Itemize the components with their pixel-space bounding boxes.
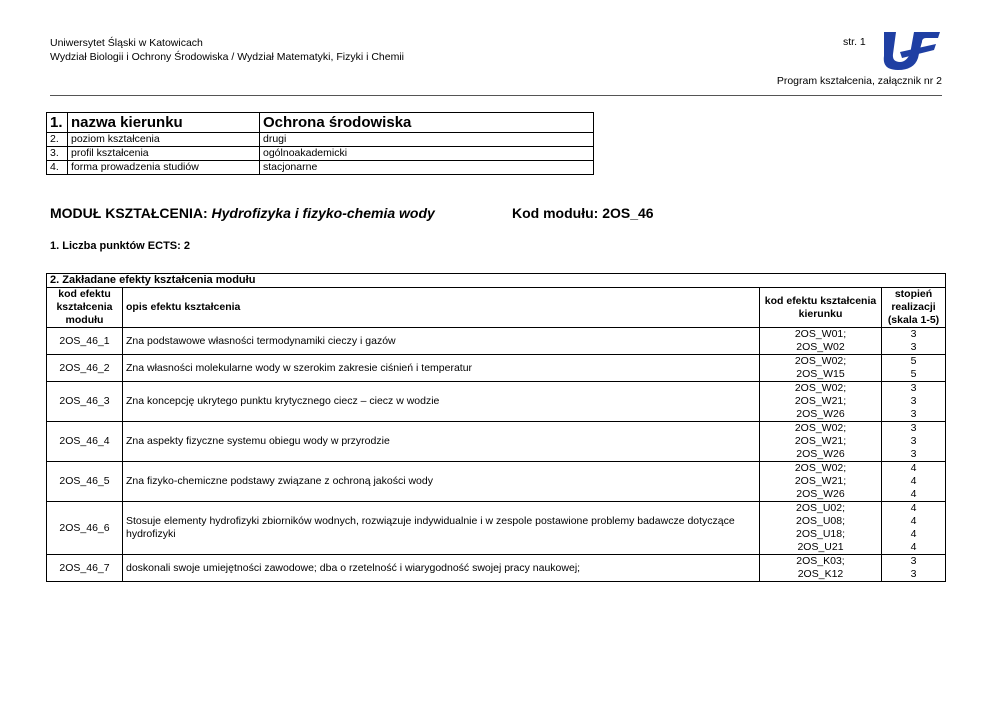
effect-code: 2OS_46_3 <box>47 382 123 422</box>
program-attachment: Program kształcenia, załącznik nr 2 <box>776 75 942 87</box>
effect-description: Zna własności molekularne wody w szerokim zakresie ciśnień i temperatur <box>123 355 760 382</box>
university-name: Uniwersytet Śląski w Katowicach <box>50 37 203 49</box>
effect-field-codes: 2OS_K03; 2OS_K12 <box>760 555 882 582</box>
info-value: stacjonarne <box>260 161 594 175</box>
effect-degree: 3 3 3 <box>882 422 946 462</box>
info-num: 2. <box>47 133 68 147</box>
table-row <box>47 422 946 462</box>
effect-description: Stosuje elementy hydrofizyki zbiorników wodnych, rozwiązuje indywidualnie i w zespole postawione problemy badawcze dotyczące hydrofizyki <box>123 502 760 555</box>
effect-description: doskonali swoje umiejętności zawodowe; dba o rzetelność i wiarygodność swojej pracy naukowej; <box>123 555 760 582</box>
effect-code: 2OS_46_7 <box>47 555 123 582</box>
ects-points: 1. Liczba punktów ECTS: 2 <box>50 240 190 252</box>
effect-degree: 3 3 <box>882 555 946 582</box>
info-value: ogólnoakademicki <box>260 147 594 161</box>
table-row <box>47 382 946 422</box>
effect-field-codes: 2OS_W02; 2OS_W21; 2OS_W26 <box>760 462 882 502</box>
info-key: forma prowadzenia studiów <box>68 161 260 175</box>
module-heading <box>50 205 435 221</box>
info-row <box>47 113 594 133</box>
info-row <box>47 161 594 175</box>
module-label: MODUŁ KSZTAŁCENIA: <box>50 205 208 221</box>
faculty-name: Wydział Biologii i Ochrony Środowiska / Wydział Matematyki, Fizyki i Chemii <box>50 51 404 63</box>
table-row <box>47 555 946 582</box>
header-field-code: kod efektu kształcenia kierunku <box>760 288 882 328</box>
info-key: poziom kształcenia <box>68 133 260 147</box>
effect-degree: 4 4 4 4 <box>882 502 946 555</box>
effect-description: Zna fizyko-chemiczne podstawy związane z ochroną jakości wody <box>123 462 760 502</box>
effect-code: 2OS_46_1 <box>47 328 123 355</box>
effects-rows <box>47 328 946 582</box>
effect-field-codes: 2OS_W01; 2OS_W02 <box>760 328 882 355</box>
effects-title-row <box>47 274 946 288</box>
page-header-institution <box>50 36 404 64</box>
info-key: profil kształcenia <box>68 147 260 161</box>
header-degree: stopień realizacji (skala 1-5) <box>882 288 946 328</box>
effect-description: Zna podstawowe własności termodynamiki cieczy i gazów <box>123 328 760 355</box>
info-key: nazwa kierunku <box>68 113 260 133</box>
effect-code: 2OS_46_4 <box>47 422 123 462</box>
effect-code: 2OS_46_6 <box>47 502 123 555</box>
effect-field-codes: 2OS_U02; 2OS_U08; 2OS_U18; 2OS_U21 <box>760 502 882 555</box>
info-num: 4. <box>47 161 68 175</box>
table-row <box>47 502 946 555</box>
effects-header-row <box>47 288 946 328</box>
info-num: 3. <box>47 147 68 161</box>
info-num: 1. <box>47 113 68 133</box>
table-row <box>47 355 946 382</box>
university-logo <box>880 28 942 72</box>
program-info-table <box>46 112 594 175</box>
table-row <box>47 328 946 355</box>
header-description: opis efektu kształcenia <box>123 288 760 328</box>
effect-field-codes: 2OS_W02; 2OS_W21; 2OS_W26 <box>760 422 882 462</box>
effect-degree: 3 3 <box>882 328 946 355</box>
effect-degree: 4 4 4 <box>882 462 946 502</box>
effect-degree: 3 3 3 <box>882 382 946 422</box>
effect-field-codes: 2OS_W02; 2OS_W21; 2OS_W26 <box>760 382 882 422</box>
effect-field-codes: 2OS_W02; 2OS_W15 <box>760 355 882 382</box>
module-code: Kod modułu: 2OS_46 <box>512 205 654 221</box>
page-number: str. 1 <box>843 36 866 48</box>
effect-degree: 5 5 <box>882 355 946 382</box>
header-module-code: kod efektu kształcenia modułu <box>47 288 123 328</box>
effects-table <box>46 273 946 582</box>
effect-description: Zna koncepcję ukrytego punktu krytycznego ciecz – ciecz w wodzie <box>123 382 760 422</box>
info-value: drugi <box>260 133 594 147</box>
effect-code: 2OS_46_2 <box>47 355 123 382</box>
info-row <box>47 147 594 161</box>
info-value: Ochrona środowiska <box>260 113 594 133</box>
effects-title: 2. Zakładane efekty kształcenia modułu <box>47 274 946 288</box>
effect-code: 2OS_46_5 <box>47 462 123 502</box>
module-name: Hydrofizyka i fizyko-chemia wody <box>211 205 435 221</box>
header-divider <box>50 95 942 96</box>
effect-description: Zna aspekty fizyczne systemu obiegu wody w przyrodzie <box>123 422 760 462</box>
table-row <box>47 462 946 502</box>
info-row <box>47 133 594 147</box>
